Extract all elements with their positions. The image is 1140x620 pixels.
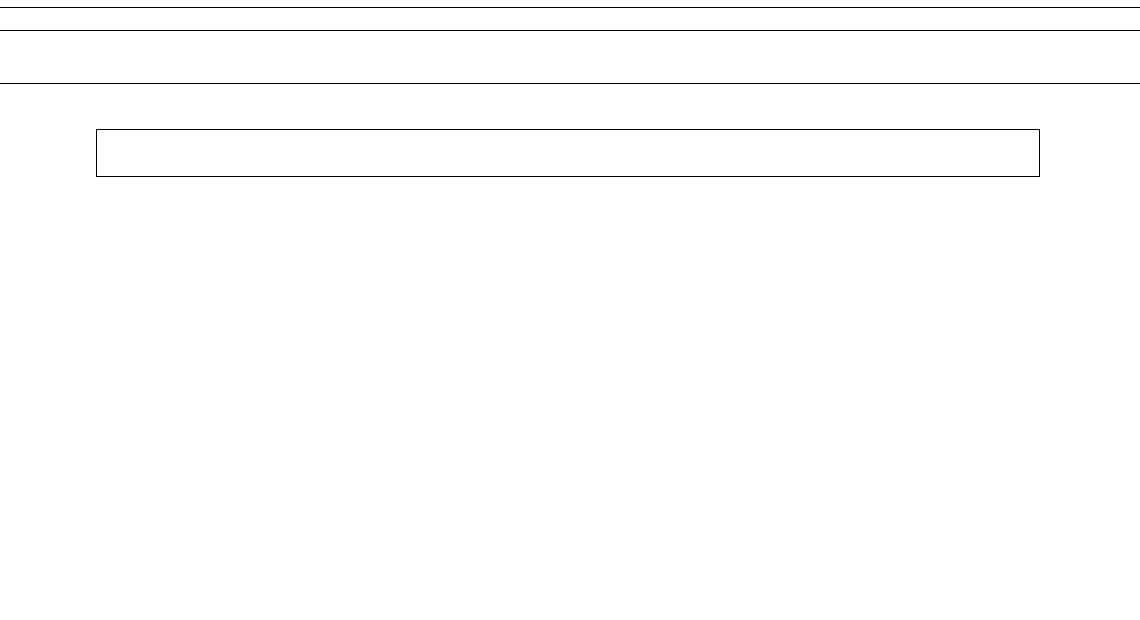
results-header-box bbox=[96, 129, 1040, 177]
records-top-rule bbox=[0, 7, 1140, 8]
records-header-rule bbox=[0, 30, 1140, 31]
records-bottom-rule bbox=[0, 83, 1140, 84]
